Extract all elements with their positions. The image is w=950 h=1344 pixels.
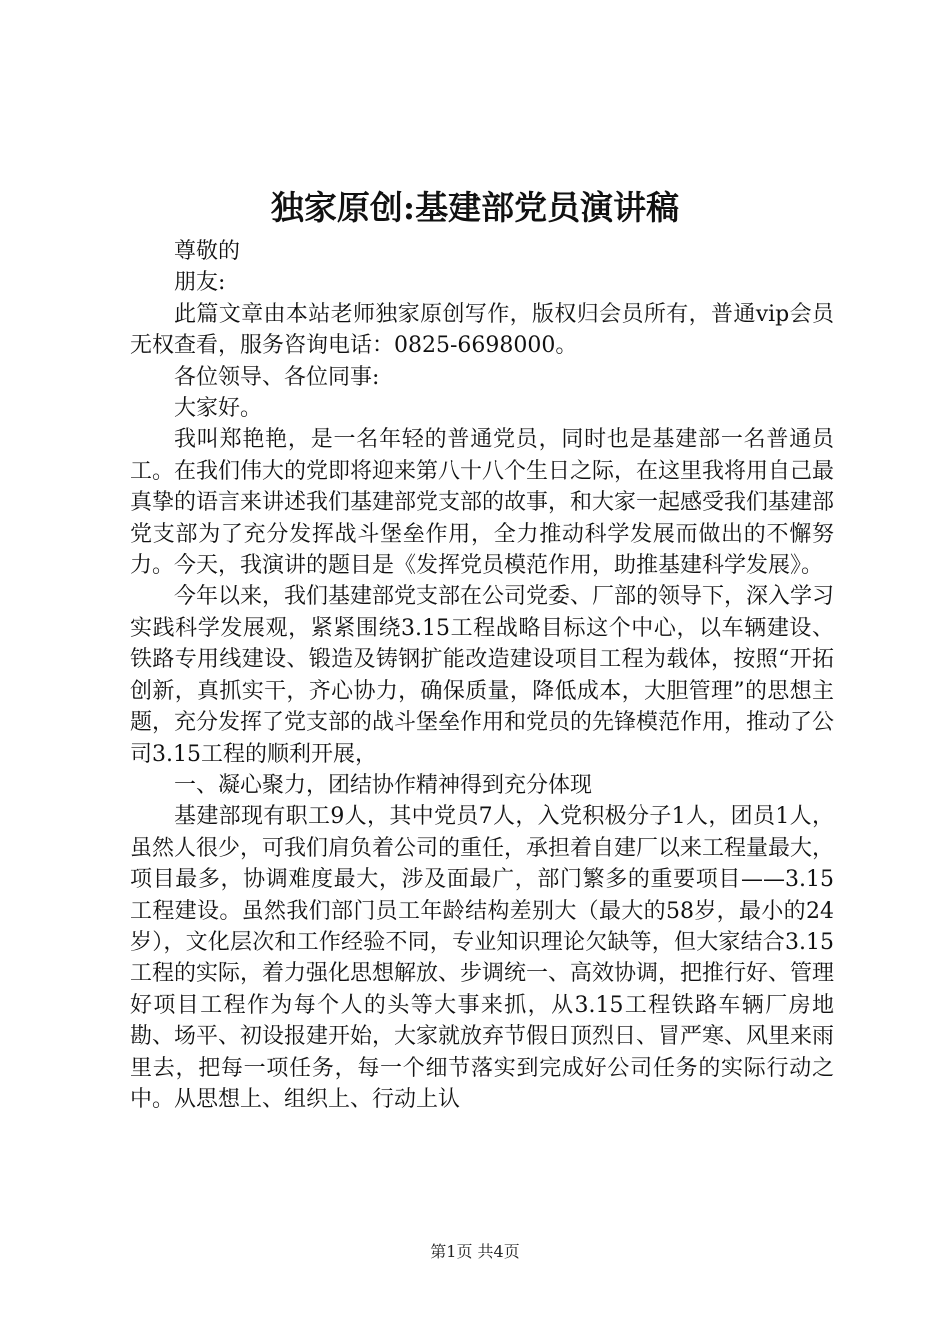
- paragraph-introduction: 我叫郑艳艳，是一名年轻的普通党员，同时也是基建部一名普通员工。在我们伟大的党即将迎来第八十八个生日之际，在这里我将用自己最真挚的语言来讲述我们基建部党支部的故事，和大家一起感受我们基建部党支部为了充分发挥战斗堡垒作用，全力推动科学发展而做出的不懈努力。今天，我演讲的题目是《发挥党员模范作用，助推基建科学发展》。: [130, 427, 835, 579]
- document-body: [130, 236, 834, 1115]
- paragraph-section-1: 基建部现有职工9人，其中党员7人，入党积极分子1人，团员1人，虽然人很少，可我们肩负着公司的重任，承担着自建厂以来工程量最大，项目最多，协调难度最大，涉及面最广，部门繁多的重要项目——3.15工程建设。虽然我们部门员工年龄结构差别大（最大的58岁，最小的24岁），文化层次和工作经验不同，专业知识理论欠缺等，但大家结合3.15工程的实际，着力强化思想解放、步调统一、高效协调，把推行好、管理好项目工程作为每个人的头等大事来抓，从3.15工程铁路车辆厂房地勘、场平、初设报建开始，大家就放弃节假日顶烈日、冒严寒、风里来雨里去，把每一项任务，每一个细节落实到完成好公司任务的实际行动之中。从思想上、组织上、行动上认: [130, 804, 835, 1112]
- document-title: 独家原创:基建部党员演讲稿: [270, 188, 680, 227]
- paragraph-copyright-notice: 此篇文章由本站老师独家原创写作，版权归会员所有，普通vip会员无权查看，服务咨询电话：0825-6698000。: [130, 301, 834, 359]
- paragraph-overview: 今年以来，我们基建部党支部在公司党委、厂部的领导下，深入学习实践科学发展观，紧紧围绕3.15工程战略目标这个中心，以车辆建设、铁路专用线建设、锻造及铸钢扩能改造建设项目工程为载体，按照“开拓创新，真抓实干，齐心协力，确保质量，降低成本，大胆管理”的思想主题，充分发挥了党支部的战斗堡垒作用和党员的先锋模范作用，推动了公司3.15工程的顺利开展，: [130, 584, 835, 767]
- paragraph-greeting-leaders: 各位领导、各位同事:: [174, 364, 380, 390]
- paragraph-salutation: 尊敬的: [174, 239, 241, 264]
- page-number-footer: 第1页 共4页: [430, 1242, 520, 1261]
- paragraph-hello: 大家好。: [174, 396, 263, 422]
- section-heading-1: 一、凝心聚力，团结协作精神得到充分体现: [174, 772, 593, 798]
- paragraph-friends: 朋友:: [174, 270, 226, 296]
